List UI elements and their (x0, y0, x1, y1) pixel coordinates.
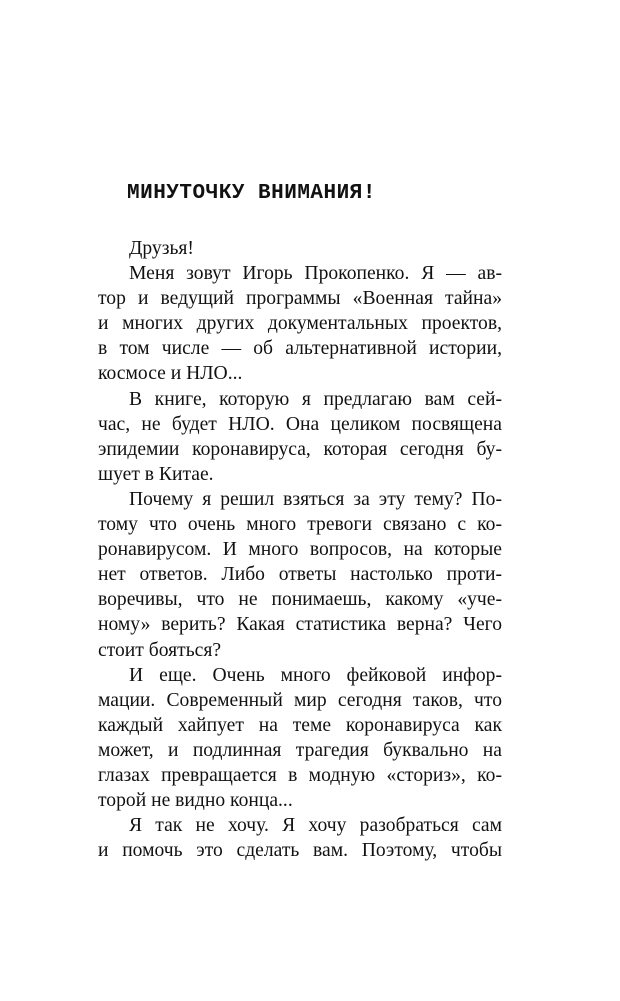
text-line: ронавирусом. И много вопросов, на которые (98, 539, 502, 561)
text-line: и многих других документальных проектов, (98, 313, 502, 335)
text-line: нет ответов. Либо ответы настолько проти- (98, 564, 502, 586)
text-line: Почему я решил взяться за эту тему? По- (129, 488, 502, 510)
text-line: эпидемии коронавируса, которая сегодня бу- (98, 438, 502, 460)
text-line: глазах превращается в модную «сториз», ко- (98, 764, 502, 786)
text-line: И еще. Очень много фейковой инфор- (129, 664, 502, 686)
text-line: каждый хайпует на теме коронавируса как (98, 714, 502, 736)
text-line: может, и подлинная трагедия буквально на (98, 739, 502, 761)
text-line: мации. Современный мир сегодня таков, что (98, 689, 502, 711)
text-line: В книге, которую я предлагаю вам сей- (129, 388, 502, 410)
text-line: Меня зовут Игорь Прокопенко. Я — ав- (129, 263, 502, 285)
text-line: в том числе — об альтернативной истории, (98, 338, 502, 360)
text-line: тому что очень много тревоги связано с ко- (98, 514, 502, 536)
text-line: шует в Китае. (98, 463, 214, 485)
chapter-heading: МИНУТОЧКУ ВНИМАНИЯ! (127, 182, 376, 205)
text-line: воречивы, что не понимаешь, какому «уче- (98, 589, 502, 611)
text-line: Друзья! (129, 238, 194, 259)
text-line: Я так не хочу. Я хочу разобраться сам (129, 815, 502, 837)
text-line: ному» верить? Какая статистика верна? Чего (98, 614, 502, 636)
text-line: тор и ведущий программы «Военная тайна» (98, 288, 502, 310)
text-line: космосе и НЛО... (98, 363, 243, 385)
text-line: торой не видно конца... (98, 790, 293, 812)
text-line: стоит бояться? (98, 639, 222, 661)
text-line: и помочь это сделать вам. Поэтому, чтобы (98, 840, 502, 862)
body-text (98, 236, 502, 863)
text-line: час, не будет НЛО. Она целиком посвящена (98, 413, 502, 435)
